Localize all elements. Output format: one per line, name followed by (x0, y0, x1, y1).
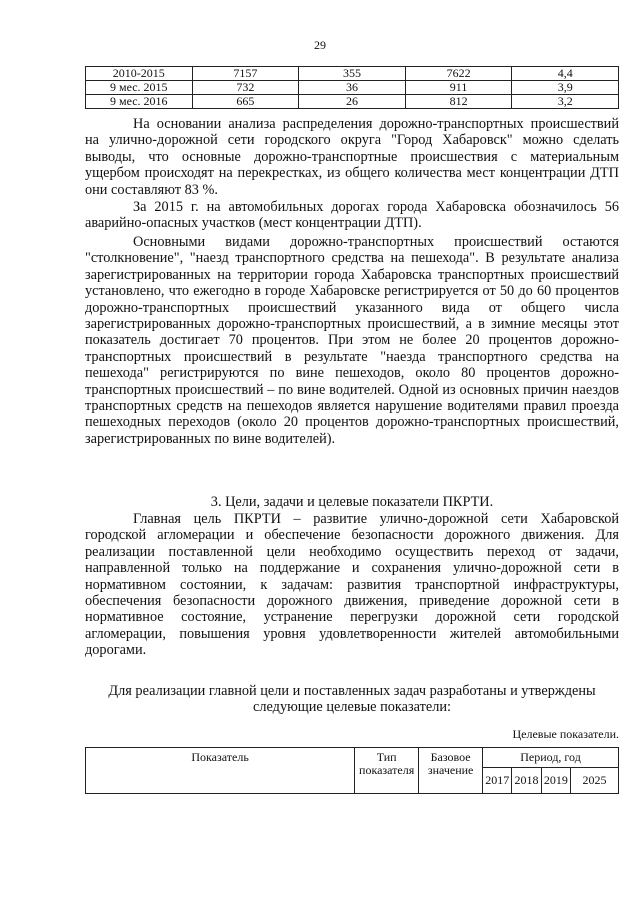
table-cell: 732 (192, 81, 299, 95)
table-cell: 355 (299, 67, 406, 81)
table-cell: 4,4 (512, 67, 619, 81)
table-cell: 26 (299, 95, 406, 109)
indicators-table (85, 747, 619, 794)
header-base-value: Базовое значение (419, 748, 483, 794)
table-row (86, 67, 619, 81)
header-indicator: Показатель (86, 748, 355, 794)
paragraph-accident-types (85, 234, 619, 447)
section-heading: 3. Цели, задачи и целевые показатели ПКРТИ. (210, 494, 494, 510)
paragraph-accident-sites (85, 199, 619, 232)
table-caption: Целевые показатели. (512, 727, 619, 741)
paragraph-analysis (85, 116, 619, 198)
paragraph-text: Главная цель ПКРТИ – развитие улично-дорожной сети Хабаровской городской агломерации и обеспечение безопасности дорожного движения. Для реализации поставленной цели необходимо осуществить переход от задачи, направленной только на поддержание и сохранения улично-дорожной сети в нормативном состоянии, к задачам: развития транспортной инфраструктуры, обеспечения безопасности дорожного движения, приведение дорожной сети в нормативное состояние, устранение перегрузки дорожной сети городской агломерации, повышения уровня удовлетворенности жителей автомобильными дорогами. (85, 511, 619, 659)
table-cell: 3,2 (512, 95, 619, 109)
header-year: 2025 (571, 768, 619, 794)
paragraph-text: Основными видами дорожно-транспортных происшествий остаются "столкновение", "наезд транспортного средства на пешехода". В результате анализа зарегистрированных на территории города Хабаровска транспортных происшествий установлено, что ежегодно в городе Хабаровске регистрируется от 50 до 60 процентов дорожно-транспортных происшествий указанного вида от общего числа зарегистрированных дорожно-транспортных происшествий, а в зимние месяцы этот показатель достигает 70 процентов. При этом не более 20 процентов дорожно-транспортных происшествий в результате "наезда транспортного средства на пешехода" регистрируются по вине пешеходов, около 80 процентов дорожно-транспортных происшествий – по вине водителей. Одной из основных причин наездов транспортных средств на пешеходов является нарушение водителями правил проезда пешеходных переходов (около 20 процентов дорожно-транспортных происшествий, зарегистрированных по вине водителей). (85, 234, 619, 447)
indicators-intro: Для реализации главной цели и поставленных задач разработаны и утверждены следующие целевые показатели: (108, 683, 596, 716)
statistics-table (85, 66, 619, 109)
table-cell: 2010-2015 (86, 67, 193, 81)
header-year: 2019 (541, 768, 570, 794)
table-cell: 7622 (405, 67, 512, 81)
paragraph-text: На основании анализа распределения дорожно-транспортных происшествий на улично-дорожной сети городского округа "Город Хабаровск" можно сделать выводы, что основные дорожно-транспортные происшествия с материальным ущербом происходят на перекрестках, из общего количества мест концентрации ДТП они составляют 83 %. (85, 116, 619, 198)
table-row (86, 81, 619, 95)
page-number: 29 (314, 38, 326, 52)
table-cell: 812 (405, 95, 512, 109)
header-type: Тип показателя (355, 748, 419, 794)
table-cell: 36 (299, 81, 406, 95)
header-year: 2017 (483, 768, 512, 794)
table-cell: 3,9 (512, 81, 619, 95)
header-year: 2018 (512, 768, 541, 794)
table-cell: 7157 (192, 67, 299, 81)
header-period: Период, год (483, 748, 619, 768)
table-cell: 9 мес. 2015 (86, 81, 193, 95)
table-header-row (86, 748, 619, 768)
table-cell: 911 (405, 81, 512, 95)
table-cell: 665 (192, 95, 299, 109)
paragraph-main-goal (85, 511, 619, 659)
paragraph-text: За 2015 г. на автомобильных дорогах города Хабаровска обозначилось 56 аварийно-опасных участков (мест концентрации ДТП). (85, 199, 619, 232)
table-row (86, 95, 619, 109)
table-cell: 9 мес. 2016 (86, 95, 193, 109)
